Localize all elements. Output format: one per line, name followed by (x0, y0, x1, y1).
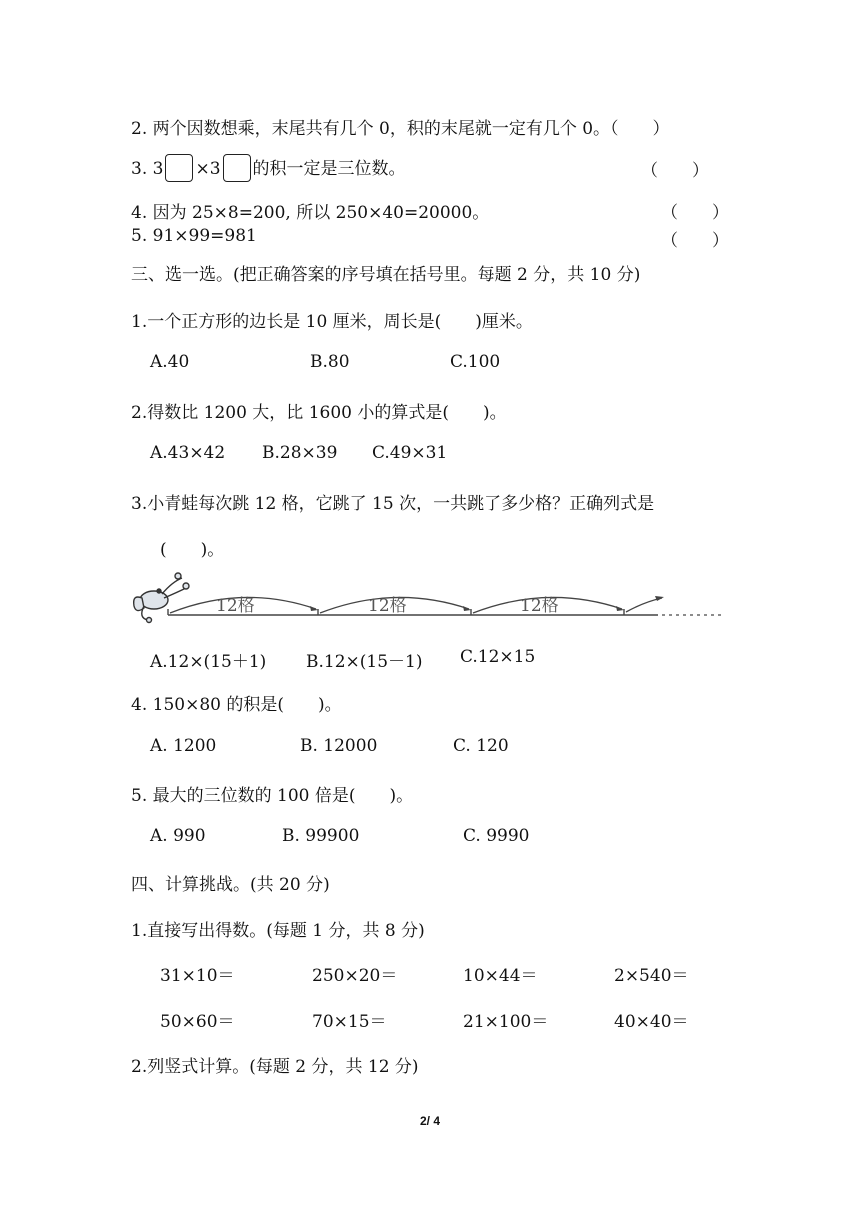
choice-q1: 1.一个正方形的边长是 10 厘米，周长是( )厘米。 (131, 312, 533, 332)
choice-q4-option-b: B. 12000 (300, 736, 378, 756)
choice-q3-continued: ( )。 (160, 540, 225, 560)
choice-q4-option-c: C. 120 (453, 736, 509, 756)
calc-r1-c3: 10×44＝ (463, 966, 538, 986)
page-number: 2/ 4 (419, 1114, 440, 1128)
section-3-title: 三、选一选。(把正确答案的序号填在括号里。每题 2 分，共 10 分) (131, 265, 641, 285)
choice-q5: 5. 最大的三位数的 100 倍是( )。 (131, 786, 414, 806)
choice-q5-option-a: A. 990 (150, 826, 206, 846)
calc-r2-c4: 40×40＝ (614, 1012, 689, 1032)
choice-q5-option-b: B. 99900 (282, 826, 360, 846)
choice-q3-option-a: A.12×(15＋1) (150, 652, 267, 672)
judge-q3-suffix: 的积一定是三位数。 (252, 159, 406, 179)
choice-q5-option-c: C. 9990 (463, 826, 530, 846)
choice-q2-option-a: A.43×42 (150, 443, 226, 463)
jump-label-2: 12格 (368, 596, 407, 616)
choice-q4: 4. 150×80 的积是( )。 (131, 695, 342, 715)
judge-q3-answer-paren: （ ） (641, 161, 709, 181)
calc-r1-c2: 250×20＝ (312, 966, 398, 986)
choice-q2-option-c: C.49×31 (372, 443, 448, 463)
section-4-title: 四、计算挑战。(共 20 分) (131, 875, 330, 895)
section-4-sub1: 1.直接写出得数。(每题 1 分，共 8 分) (131, 921, 425, 941)
judge-q5: 5. 91×99=981 (131, 226, 257, 246)
choice-q3-option-c: C.12×15 (460, 647, 536, 667)
choice-q1-option-c: C.100 (450, 352, 501, 372)
judge-q5-answer-paren: （ ） (661, 231, 729, 251)
frog-jump-diagram (128, 568, 728, 632)
judge-q4-answer-paren: （ ） (661, 203, 729, 223)
choice-q2-option-b: B.28×39 (262, 443, 338, 463)
choice-q3: 3.小青蛙每次跳 12 格，它跳了 15 次，一共跳了多少格？正确列式是 (131, 494, 655, 514)
calc-r2-c1: 50×60＝ (160, 1012, 235, 1032)
choice-q4-option-a: A. 1200 (150, 736, 217, 756)
choice-q1-option-a: A.40 (150, 352, 190, 372)
blank-box (223, 154, 251, 182)
blank-box (165, 154, 193, 182)
calc-r2-c2: 70×15＝ (312, 1012, 387, 1032)
judge-q3 (131, 154, 406, 184)
judge-q3-prefix: 3. 3 (131, 159, 164, 179)
choice-q3-option-b: B.12×(15－1) (306, 652, 423, 672)
calc-r1-c4: 2×540＝ (614, 966, 689, 986)
section-4-sub2: 2.列竖式计算。(每题 2 分，共 12 分) (131, 1057, 419, 1077)
judge-q3-mid: ×3 (195, 159, 221, 179)
jump-arc-partial (626, 598, 662, 612)
jump-label-1: 12格 (216, 596, 255, 616)
calc-r1-c1: 31×10＝ (160, 966, 235, 986)
jump-label-3: 12格 (520, 596, 559, 616)
judge-q4: 4. 因为 25×8=200, 所以 250×40=20000。 (131, 203, 490, 223)
judge-q2: 2. 两个因数想乘，末尾共有几个 0，积的末尾就一定有几个 0。（ ） (131, 119, 670, 139)
choice-q1-option-b: B.80 (310, 352, 350, 372)
choice-q2: 2.得数比 1200 大，比 1600 小的算式是( )。 (131, 403, 507, 423)
calc-r2-c3: 21×100＝ (463, 1012, 549, 1032)
